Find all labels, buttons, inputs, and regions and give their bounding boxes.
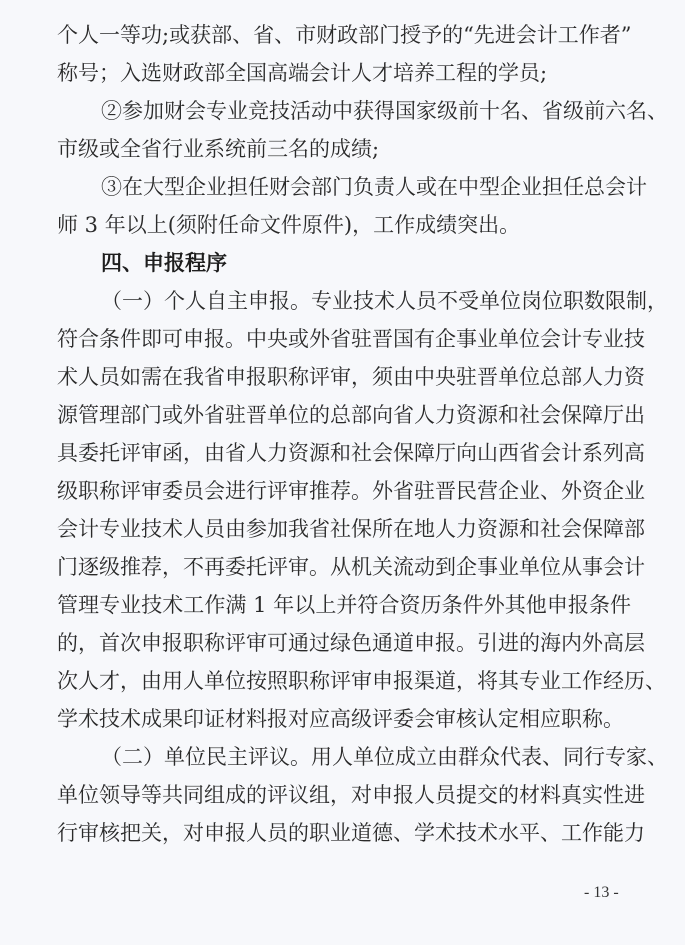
text-line: 源管理部门或外省驻晋单位的总部向省人力资源和社会保障厅出 [57, 403, 645, 427]
text-line: 符合条件即可申报。中央或外省驻晋国有企事业单位会计专业技 [57, 327, 645, 351]
text-line: 单位领导等共同组成的评议组，对申报人员提交的材料真实性进 [57, 783, 645, 807]
text-line: （二）单位民主评议。用人单位成立由群众代表、同行专家、 [101, 745, 668, 769]
text-line: 次人才，由用人单位按照职称评审申报渠道，将其专业工作经历、 [57, 669, 666, 693]
text-line: 学术技术成果印证材料报对应高级评委会审核认定相应职称。 [57, 707, 624, 731]
text-line: 具委托评审函，由省人力资源和社会保障厅向山西省会计系列高 [57, 441, 645, 465]
text-line: ③在大型企业担任财会部门负责人或在中型企业担任总会计 [101, 175, 647, 199]
page-number: - 13 - [584, 884, 619, 901]
text-line: 会计专业技术人员由参加我省社保所在地人力资源和社会保障部 [57, 517, 645, 541]
text-line: 级职称评审委员会进行评审推荐。外省驻晋民营企业、外资企业 [57, 479, 645, 503]
text-line: 行审核把关，对申报人员的职业道德、学术技术水平、工作能力 [57, 821, 645, 845]
text-line: ②参加财会专业竞技活动中获得国家级前十名、省级前六名、 [101, 99, 668, 123]
section-heading: 四、申报程序 [101, 251, 227, 275]
text-line: 个人一等功;或获部、省、市财政部门授予的“先进会计工作者” [57, 23, 632, 47]
text-line: 的，首次申报职称评审可通过绿色通道申报。引进的海内外高层 [57, 631, 645, 655]
text-line: 术人员如需在我省申报职称评审，须由中央驻晋单位总部人力资 [57, 365, 645, 389]
text-line: 师 3 年以上(须附任命文件原件)，工作成绩突出。 [57, 213, 521, 237]
text-line: 称号；入选财政部全国高端会计人才培养工程的学员; [57, 61, 548, 85]
text-line: 市级或全省行业系统前三名的成绩; [57, 137, 380, 161]
text-line: 门逐级推荐，不再委托评审。从机关流动到企事业单位从事会计 [57, 555, 645, 579]
text-line: 管理专业技术工作满 1 年以上并符合资历条件外其他申报条件 [57, 593, 631, 617]
text-line: （一）个人自主申报。专业技术人员不受单位岗位职数限制， [101, 289, 668, 313]
